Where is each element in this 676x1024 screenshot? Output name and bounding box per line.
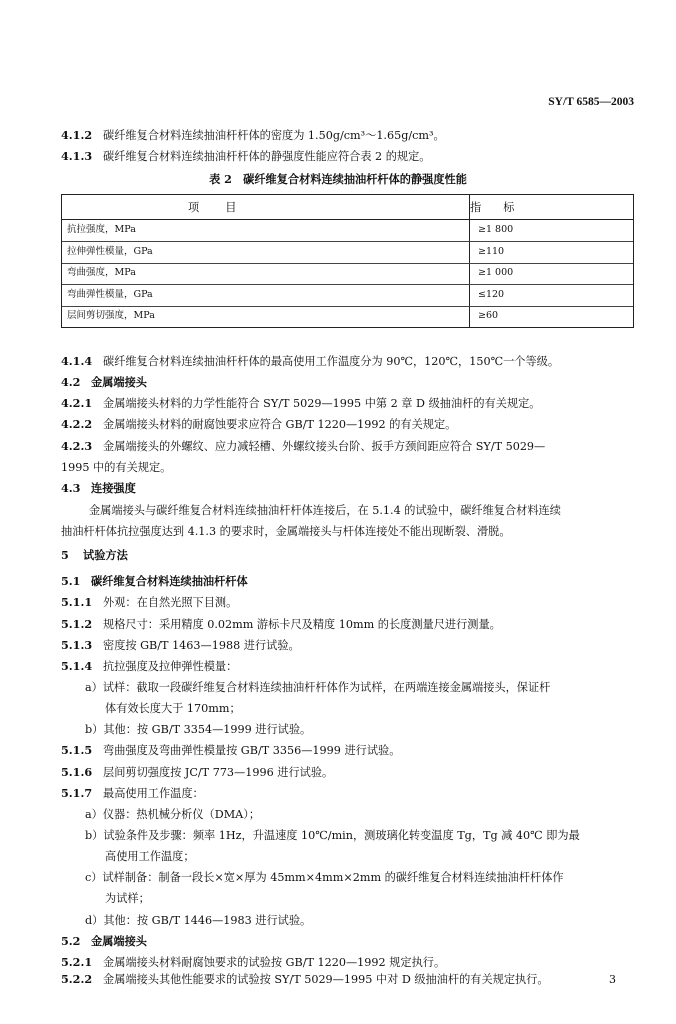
line-text: 金属端接头 — [91, 375, 147, 389]
body-line — [61, 461, 171, 474]
line-text: a）试样：截取一段碳纤维复合材料连续抽油杆杆体作为试样，在两端连接金属端接头，保证杆 — [85, 681, 551, 694]
clause-number: 5.2.1 — [61, 955, 93, 969]
body-line — [61, 440, 545, 453]
clause-number: 5.2 — [61, 934, 81, 948]
line-text: 弯曲强度及弯曲弹性模量按 GB/T 3356—1999 进行试验。 — [103, 744, 401, 757]
cell-value: ≥60 — [478, 310, 499, 321]
clause-line — [61, 150, 430, 163]
body-line — [61, 355, 559, 368]
clause-number: 5.1.1 — [61, 595, 93, 609]
line-text: b）其他：按 GB/T 3354—1999 进行试验。 — [85, 723, 312, 736]
clause-number: 4.2.3 — [61, 439, 93, 453]
clause-number: 5.1.2 — [61, 617, 93, 631]
line-text: 金属端接头材料的力学性能符合 SY/T 5029—1995 中第 2 章 D 级抽油杆的有关规定。 — [103, 397, 541, 410]
body-line — [61, 660, 237, 673]
line-text: b）试验条件及步骤：频率 1Hz，升温速度 10℃/min，测玻璃化转变温度 Tg，Tg 减 40℃ 即为最 — [85, 829, 580, 842]
static-strength-table — [61, 194, 634, 328]
clause-number: 5.2.2 — [61, 971, 93, 986]
cell-item: 拉伸弹性模量，GPa — [67, 245, 153, 257]
table-row — [62, 263, 633, 285]
cell-value: ≥1 800 — [478, 224, 514, 235]
clause-number: 5 — [61, 548, 69, 562]
line-text: 碳纤维复合材料连续抽油杆杆体 — [91, 574, 248, 588]
body-line — [105, 850, 195, 863]
body-line — [61, 973, 549, 986]
body-line — [61, 766, 333, 779]
line-text: 抗拉强度及拉伸弹性模量： — [103, 660, 238, 673]
running-header: SY/T 6585—2003 — [548, 96, 634, 108]
body-line — [85, 914, 311, 927]
body-line — [89, 504, 561, 517]
clause-text: 碳纤维复合材料连续抽油杆杆体的密度为 1.50g/cm³～1.65g/cm³。 — [103, 129, 445, 142]
cell-value: ≥110 — [478, 245, 505, 257]
line-text: d）其他：按 GB/T 1446—1983 进行试验。 — [85, 914, 312, 927]
body-line — [85, 681, 550, 694]
cell-item: 抗拉强度，MPa — [67, 224, 136, 235]
cell-item: 弯曲弹性模量，GPa — [67, 288, 153, 300]
line-text: 金属端接头材料耐腐蚀要求的试验按 GB/T 1220—1992 规定执行。 — [103, 956, 446, 969]
clause-number: 5.1.6 — [61, 765, 93, 779]
body-line — [61, 418, 456, 431]
clause-number: 4.1.4 — [61, 354, 93, 368]
line-text: 体有效长度大于 170mm； — [105, 702, 241, 715]
cell-item: 弯曲强度，MPa — [67, 267, 136, 278]
clause-number: 4.3 — [61, 481, 81, 495]
body-line — [61, 935, 147, 948]
clause-text: 碳纤维复合材料连续抽油杆杆体的静强度性能应符合表 2 的规定。 — [103, 150, 431, 163]
header-item: 项目 — [188, 201, 263, 214]
clause-number: 5.1.3 — [61, 638, 93, 652]
line-text: 外观：在自然光照下目测。 — [103, 596, 238, 609]
body-line — [61, 787, 204, 800]
line-text: 金属端接头与碳纤维复合材料连续抽油杆杆体连接后，在 5.1.4 的试验中，碳纤维复合材料连续 — [89, 504, 561, 517]
body-line — [61, 744, 400, 757]
body-line — [61, 618, 501, 631]
table-row — [62, 220, 633, 242]
body-line — [85, 829, 580, 842]
line-text: 金属端接头其他性能要求的试验按 SY/T 5029—1995 中对 D 级抽油杆的有关规定执行。 — [103, 972, 549, 986]
clause-number: 4.1.3 — [61, 149, 93, 163]
body-line — [85, 808, 260, 821]
clause-number: 4.2.2 — [61, 417, 93, 431]
line-text: 金属端接头的外螺纹、应力减轻槽、外螺纹接头台阶、扳手方颈间距应符合 SY/T 5029— — [103, 440, 546, 453]
body-line — [85, 723, 311, 736]
clause-number: 5.1.4 — [61, 659, 93, 673]
line-text: 抽油杆杆体抗拉强度达到 4.1.3 的要求时，金属端接头与杆体连接处不能出现断裂、滑脱。 — [61, 525, 511, 538]
body-line — [85, 871, 564, 884]
line-text: 最高使用工作温度： — [103, 787, 204, 800]
table-row — [62, 306, 633, 327]
clause-number: 5.1.5 — [61, 743, 93, 757]
table-row — [62, 242, 633, 264]
line-text: 试验方法 — [83, 548, 128, 562]
clause-number: 4.2.1 — [61, 396, 93, 410]
line-text: 为试样； — [105, 892, 150, 905]
line-text: a）仪器：热机械分析仪（DMA）； — [85, 808, 261, 821]
line-text: 高使用工作温度； — [105, 850, 195, 863]
body-line — [61, 376, 147, 389]
body-line — [61, 639, 300, 652]
table-header-row — [62, 195, 633, 220]
body-line — [61, 956, 445, 969]
line-text: 连接强度 — [91, 481, 136, 495]
line-text: 密度按 GB/T 1463—1988 进行试验。 — [103, 639, 300, 652]
header-value: 指标 — [470, 201, 537, 214]
line-text: 金属端接头材料的耐腐蚀要求应符合 GB/T 1220—1992 的有关规定。 — [103, 418, 457, 431]
clause-number: 5.1 — [61, 574, 81, 588]
line-text: 金属端接头 — [91, 934, 147, 948]
body-line — [61, 549, 128, 562]
body-line — [105, 892, 150, 905]
clause-line — [61, 129, 445, 142]
body-line — [61, 575, 248, 588]
body-line — [61, 525, 511, 538]
cell-item: 层间剪切强度，MPa — [67, 310, 155, 321]
body-line — [61, 482, 136, 495]
cell-value: ≤120 — [478, 288, 505, 300]
cell-value: ≥1 000 — [478, 267, 514, 278]
clause-number: 5.1.7 — [61, 786, 93, 800]
page-number: 3 — [609, 973, 616, 986]
table-caption: 表 2 碳纤维复合材料连续抽油杆杆体的静强度性能 — [209, 172, 467, 186]
body-line — [61, 596, 237, 609]
line-text: 碳纤维复合材料连续抽油杆杆体的最高使用工作温度分为 90℃，120℃，150℃一个等级。 — [103, 355, 560, 368]
line-text: c）试样制备：制备一段长×宽×厚为 45mm×4mm×2mm 的碳纤维复合材料连续抽油杆杆体作 — [85, 871, 564, 884]
table-row — [62, 285, 633, 307]
body-line — [61, 397, 540, 410]
body-line — [105, 702, 241, 715]
clause-number: 4.1.2 — [61, 128, 93, 142]
clause-number: 4.2 — [61, 375, 81, 389]
line-text: 1995 中的有关规定。 — [61, 461, 172, 474]
line-text: 层间剪切强度按 JC/T 773—1996 进行试验。 — [103, 766, 334, 779]
line-text: 规格尺寸：采用精度 0.02mm 游标卡尺及精度 10mm 的长度测量尺进行测量。 — [103, 618, 501, 631]
